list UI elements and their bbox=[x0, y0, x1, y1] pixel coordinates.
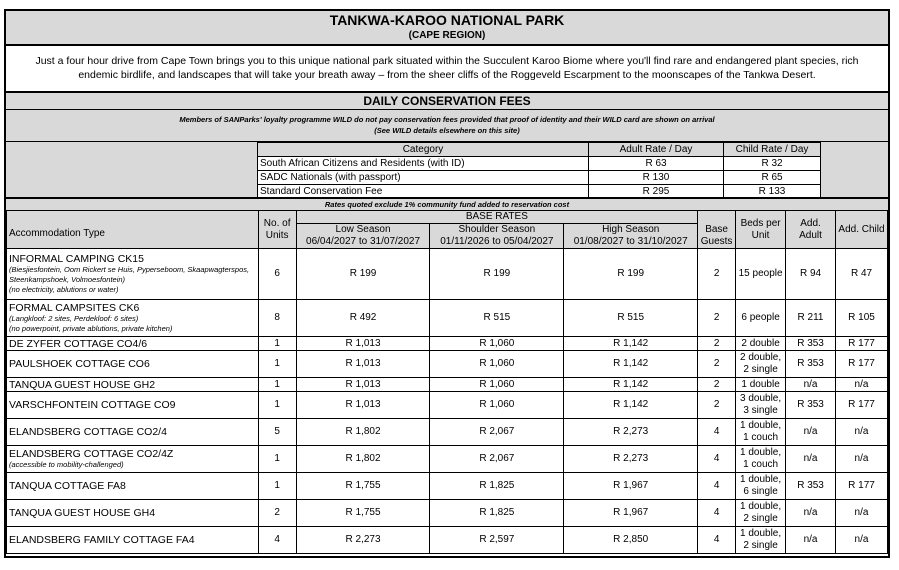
intro-text: Just a four hour drive from Cape Town brings you to this unique national park situated within the Succulent Karoo Biome where you'll find rare and endangered plant species, rich endemic birdlife, and landscapes that will take your breath away – from the sheer cliffs of the Roggeveld Escarpment to the moonscapes of the Tankwa Desert. bbox=[35, 55, 859, 81]
acc-high: R 1,967 bbox=[564, 473, 698, 500]
acc-beds-line1: 1 double, bbox=[740, 528, 782, 539]
acc-add-child: n/a bbox=[836, 446, 888, 473]
table-row bbox=[7, 249, 888, 300]
acc-beds-line1: 1 double, bbox=[740, 501, 782, 512]
rates-sheet bbox=[4, 9, 890, 558]
fees-category: SADC Nationals (with passport) bbox=[258, 171, 589, 185]
acc-add-adult: n/a bbox=[786, 446, 836, 473]
acc-note-2: (no powerpoint, private ablutions, private kitchen) bbox=[9, 324, 173, 333]
acc-units: 1 bbox=[258, 392, 296, 419]
header-accommodation-type: Accommodation Type bbox=[7, 211, 259, 249]
table-row bbox=[7, 500, 888, 527]
acc-beds bbox=[736, 378, 786, 392]
acc-add-adult: n/a bbox=[786, 527, 836, 554]
acc-low: R 1,013 bbox=[296, 392, 430, 419]
acc-add-child: R 177 bbox=[836, 337, 888, 351]
acc-beds-line1: 1 double bbox=[741, 378, 780, 390]
acc-name: FORMAL CAMPSITES CK6 bbox=[9, 302, 140, 314]
acc-add-adult: n/a bbox=[786, 419, 836, 446]
header-high-season: High Season bbox=[564, 224, 698, 237]
acc-guests: 2 bbox=[698, 249, 736, 300]
table-row bbox=[7, 473, 888, 500]
table-row bbox=[7, 392, 888, 419]
fees-row bbox=[258, 171, 821, 185]
acc-header-row-1 bbox=[7, 211, 888, 224]
acc-beds-line1: 2 double bbox=[741, 337, 780, 349]
acc-beds bbox=[736, 527, 786, 554]
acc-units: 4 bbox=[258, 527, 296, 554]
fees-child: R 32 bbox=[724, 157, 821, 171]
acc-guests: 2 bbox=[698, 300, 736, 337]
table-row bbox=[7, 446, 888, 473]
acc-shoulder: R 199 bbox=[430, 249, 564, 300]
acc-add-adult: R 94 bbox=[786, 249, 836, 300]
acc-beds bbox=[736, 337, 786, 351]
acc-name: ELANDSBERG FAMILY COTTAGE FA4 bbox=[9, 534, 195, 546]
acc-guests: 2 bbox=[698, 337, 736, 351]
acc-low: R 2,273 bbox=[296, 527, 430, 554]
acc-beds-line1: 1 double, bbox=[740, 474, 782, 485]
acc-beds-line1: 1 double, bbox=[740, 420, 782, 431]
acc-low: R 1,013 bbox=[296, 337, 430, 351]
acc-low: R 199 bbox=[296, 249, 430, 300]
acc-type-cell bbox=[7, 351, 259, 378]
acc-add-adult: n/a bbox=[786, 500, 836, 527]
acc-type-cell bbox=[7, 337, 259, 351]
header-base-guests: Base Guests bbox=[698, 211, 736, 249]
fees-row bbox=[258, 157, 821, 171]
header-low-season: Low Season bbox=[296, 224, 430, 237]
acc-shoulder: R 1,060 bbox=[430, 337, 564, 351]
acc-shoulder: R 515 bbox=[430, 300, 564, 337]
table-row bbox=[7, 351, 888, 378]
acc-high: R 2,273 bbox=[564, 419, 698, 446]
acc-note: (Biesjiesfontein, Oom Rickert se Huis, Pyperseboom, Skaapwagterspos, Steenkampshoek, Volmoesfontein) bbox=[9, 265, 250, 284]
acc-high: R 1,142 bbox=[564, 392, 698, 419]
acc-high: R 199 bbox=[564, 249, 698, 300]
acc-guests: 2 bbox=[698, 378, 736, 392]
acc-name: TANQUA COTTAGE FA8 bbox=[9, 480, 126, 492]
table-row bbox=[7, 378, 888, 392]
acc-guests: 4 bbox=[698, 446, 736, 473]
header-add-child: Add. Child bbox=[836, 211, 888, 249]
region-subtitle: (CAPE REGION) bbox=[408, 30, 486, 41]
acc-units: 1 bbox=[258, 337, 296, 351]
acc-name: INFORMAL CAMPING CK15 bbox=[9, 253, 144, 265]
acc-high: R 1,142 bbox=[564, 378, 698, 392]
acc-units: 1 bbox=[258, 446, 296, 473]
acc-guests: 4 bbox=[698, 419, 736, 446]
acc-beds bbox=[736, 419, 786, 446]
acc-beds-line1: 1 double, bbox=[740, 447, 782, 458]
acc-high: R 2,850 bbox=[564, 527, 698, 554]
header-base-rates: BASE RATES bbox=[296, 211, 697, 224]
acc-guests: 4 bbox=[698, 473, 736, 500]
acc-beds-line2: 2 single bbox=[743, 513, 778, 524]
table-row bbox=[7, 419, 888, 446]
acc-name: PAULSHOEK COTTAGE CO6 bbox=[9, 358, 150, 370]
acc-shoulder: R 2,067 bbox=[430, 446, 564, 473]
acc-type-cell bbox=[7, 249, 259, 300]
acc-beds bbox=[736, 249, 786, 300]
fees-title: DAILY CONSERVATION FEES bbox=[6, 91, 888, 109]
fees-adult: R 295 bbox=[589, 185, 724, 199]
acc-guests: 2 bbox=[698, 351, 736, 378]
wild-note-line1: Members of SANParks' loyalty programme WILD do not pay conservation fees provided that proof of identity and their WILD card are shown on arrival bbox=[179, 115, 715, 124]
acc-add-child: R 177 bbox=[836, 351, 888, 378]
rates-note: Rates quoted exclude 1% community fund added to reservation cost bbox=[6, 197, 888, 210]
acc-add-adult: R 353 bbox=[786, 337, 836, 351]
header-high-dates: 01/08/2027 to 31/10/2027 bbox=[564, 236, 698, 249]
acc-type-cell bbox=[7, 473, 259, 500]
acc-add-adult: R 353 bbox=[786, 392, 836, 419]
acc-type-cell bbox=[7, 378, 259, 392]
acc-beds-line2: 2 single bbox=[743, 364, 778, 375]
park-title: TANKWA-KAROO NATIONAL PARK bbox=[329, 12, 565, 28]
acc-note: (Langkloof: 2 sites, Perdekloof: 6 sites) bbox=[9, 314, 139, 323]
acc-high: R 1,142 bbox=[564, 351, 698, 378]
table-row bbox=[7, 300, 888, 337]
table-row bbox=[7, 337, 888, 351]
acc-type-cell bbox=[7, 500, 259, 527]
acc-add-child: n/a bbox=[836, 378, 888, 392]
acc-low: R 1,013 bbox=[296, 378, 430, 392]
acc-add-child: n/a bbox=[836, 500, 888, 527]
header-shoulder-dates: 01/11/2026 to 05/04/2027 bbox=[430, 236, 564, 249]
header-low-dates: 06/04/2027 to 31/07/2027 bbox=[296, 236, 430, 249]
acc-beds-line2: 1 couch bbox=[743, 459, 779, 470]
acc-shoulder: R 2,597 bbox=[430, 527, 564, 554]
acc-beds bbox=[736, 300, 786, 337]
acc-add-child: R 177 bbox=[836, 473, 888, 500]
intro-block bbox=[6, 44, 888, 91]
acc-low: R 492 bbox=[296, 300, 430, 337]
acc-beds-line2: 3 single bbox=[743, 405, 778, 416]
acc-shoulder: R 1,060 bbox=[430, 351, 564, 378]
acc-beds-line1: 6 people bbox=[741, 312, 780, 323]
fees-header-adult: Adult Rate / Day bbox=[589, 143, 724, 157]
wild-note bbox=[6, 109, 888, 141]
acc-shoulder: R 1,060 bbox=[430, 378, 564, 392]
fees-header-child: Child Rate / Day bbox=[724, 143, 821, 157]
acc-beds-line2: 6 single bbox=[743, 486, 778, 497]
fees-header-row bbox=[258, 143, 821, 157]
acc-type-cell bbox=[7, 419, 259, 446]
acc-beds bbox=[736, 351, 786, 378]
acc-units: 1 bbox=[258, 473, 296, 500]
acc-add-adult: R 211 bbox=[786, 300, 836, 337]
acc-low: R 1,013 bbox=[296, 351, 430, 378]
acc-type-cell bbox=[7, 392, 259, 419]
acc-low: R 1,755 bbox=[296, 500, 430, 527]
acc-shoulder: R 1,825 bbox=[430, 500, 564, 527]
fees-area bbox=[6, 141, 888, 197]
fees-category: Standard Conservation Fee bbox=[258, 185, 589, 199]
acc-guests: 2 bbox=[698, 392, 736, 419]
fees-category: South African Citizens and Residents (with ID) bbox=[258, 157, 589, 171]
fees-header-category: Category bbox=[258, 143, 589, 157]
acc-add-adult: n/a bbox=[786, 378, 836, 392]
acc-guests: 4 bbox=[698, 500, 736, 527]
acc-high: R 515 bbox=[564, 300, 698, 337]
acc-shoulder: R 1,825 bbox=[430, 473, 564, 500]
acc-type-cell bbox=[7, 527, 259, 554]
acc-name: TANQUA GUEST HOUSE GH4 bbox=[9, 507, 156, 519]
acc-type-cell bbox=[7, 446, 259, 473]
acc-beds bbox=[736, 473, 786, 500]
fees-adult: R 63 bbox=[589, 157, 724, 171]
acc-add-adult: R 353 bbox=[786, 351, 836, 378]
acc-low: R 1,802 bbox=[296, 419, 430, 446]
acc-beds-line2: 2 single bbox=[743, 540, 778, 551]
acc-units: 5 bbox=[258, 419, 296, 446]
acc-high: R 1,967 bbox=[564, 500, 698, 527]
acc-note: (accessible to mobility-challenged) bbox=[9, 460, 124, 469]
acc-high: R 1,142 bbox=[564, 337, 698, 351]
acc-units: 8 bbox=[258, 300, 296, 337]
header-beds: Beds per Unit bbox=[736, 211, 786, 249]
header-shoulder-season: Shoulder Season bbox=[430, 224, 564, 237]
header-units: No. of Units bbox=[258, 211, 296, 249]
header-add-adult: Add. Adult bbox=[786, 211, 836, 249]
acc-units: 2 bbox=[258, 500, 296, 527]
acc-name: TANQUA GUEST HOUSE GH2 bbox=[9, 378, 156, 391]
acc-name: ELANDSBERG COTTAGE CO2/4 bbox=[9, 426, 167, 438]
acc-name: ELANDSBERG COTTAGE CO2/4Z bbox=[9, 448, 174, 460]
acc-units: 1 bbox=[258, 378, 296, 392]
acc-guests: 4 bbox=[698, 527, 736, 554]
accommodation-table bbox=[6, 210, 888, 554]
acc-beds-line1: 15 people bbox=[738, 268, 783, 279]
acc-note-2: (no electricity, ablutions or water) bbox=[9, 285, 119, 294]
acc-add-child: R 47 bbox=[836, 249, 888, 300]
acc-shoulder: R 2,067 bbox=[430, 419, 564, 446]
wild-note-line2: (See WILD details elsewhere on this site) bbox=[374, 126, 520, 135]
conservation-fees-table bbox=[257, 142, 821, 199]
acc-high: R 2,273 bbox=[564, 446, 698, 473]
acc-name: VARSCHFONTEIN COTTAGE CO9 bbox=[9, 399, 176, 411]
fees-child: R 65 bbox=[724, 171, 821, 185]
acc-units: 6 bbox=[258, 249, 296, 300]
acc-beds bbox=[736, 500, 786, 527]
table-row bbox=[7, 527, 888, 554]
acc-add-child: n/a bbox=[836, 527, 888, 554]
fees-adult: R 130 bbox=[589, 171, 724, 185]
acc-shoulder: R 1,060 bbox=[430, 392, 564, 419]
acc-type-cell bbox=[7, 300, 259, 337]
acc-add-child: R 177 bbox=[836, 392, 888, 419]
acc-beds-line1: 3 double, bbox=[740, 393, 782, 404]
acc-low: R 1,755 bbox=[296, 473, 430, 500]
acc-low: R 1,802 bbox=[296, 446, 430, 473]
acc-beds-line2: 1 couch bbox=[743, 432, 779, 443]
fees-child: R 133 bbox=[724, 185, 821, 199]
acc-units: 1 bbox=[258, 351, 296, 378]
acc-add-child: n/a bbox=[836, 419, 888, 446]
acc-beds bbox=[736, 446, 786, 473]
acc-add-adult: R 353 bbox=[786, 473, 836, 500]
acc-beds bbox=[736, 392, 786, 419]
title-block bbox=[6, 11, 888, 44]
acc-add-child: R 105 bbox=[836, 300, 888, 337]
acc-name: DE ZYFER COTTAGE CO4/6 bbox=[9, 337, 148, 350]
acc-beds-line1: 2 double, bbox=[740, 352, 782, 363]
